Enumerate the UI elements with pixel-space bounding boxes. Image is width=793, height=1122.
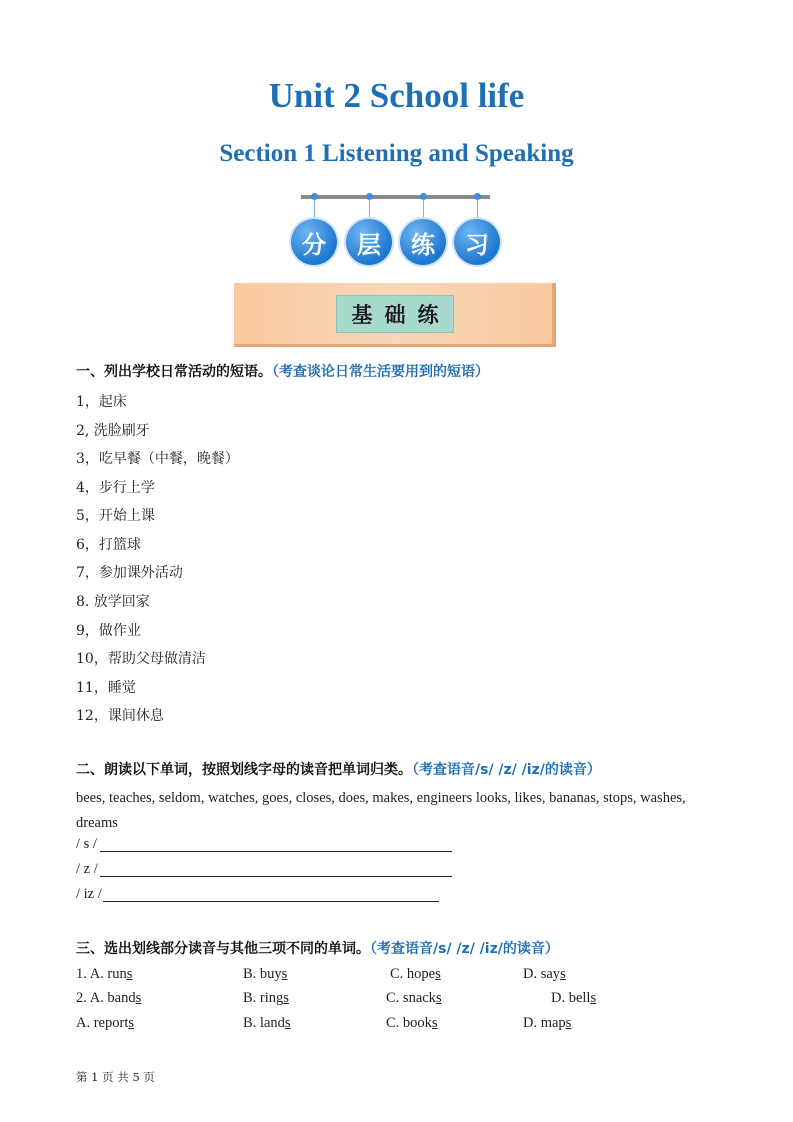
option-2d[interactable]: [551, 990, 596, 1007]
section-2-note: （考查语音/s/ /z/ /iz/的读音）: [412, 762, 601, 778]
list-item: 6，打篮球: [76, 537, 141, 553]
option-3b[interactable]: [243, 1015, 291, 1032]
list-item: 11，睡觉: [76, 680, 136, 696]
underlined-letter: s: [590, 990, 597, 1006]
underlined-letter: s: [565, 1015, 572, 1031]
section-3-title: 三、选出划线部分读音与其他三项不同的单词。: [76, 941, 370, 957]
answer-line[interactable]: [100, 851, 452, 852]
blank-row-iz: [76, 886, 102, 903]
word-list: bees, teaches, seldom, watches, goes, closes, does, makes, engineers looks, likes, bananas, stops, washes, dreams: [76, 790, 686, 831]
option-1b[interactable]: [243, 966, 287, 983]
blank-row-z: [76, 861, 98, 878]
blank-row-s: [76, 836, 97, 853]
answer-line[interactable]: [100, 876, 452, 877]
section-3-note: （考查语音/s/ /z/ /iz/的读音）: [370, 941, 559, 957]
badge-string: [423, 199, 424, 219]
option-text: B. ring: [243, 990, 284, 1006]
option-text: C. book: [386, 1015, 432, 1031]
list-item: 8. 放学回家: [76, 594, 150, 610]
underlined-letter: s: [126, 966, 133, 982]
page-title: Unit 2 School life: [268, 76, 525, 115]
section-1-heading: [76, 361, 489, 381]
page-subtitle: Section 1 Listening and Speaking: [219, 140, 574, 167]
underlined-letter: s: [284, 1015, 291, 1031]
list-item: 5，开始上课: [76, 508, 155, 524]
section-2-title: 二、朗读以下单词，按照划线字母的读音把单词归类。: [76, 762, 412, 778]
option-2a[interactable]: [76, 990, 141, 1007]
badge-string: [477, 199, 478, 219]
answer-line[interactable]: [103, 901, 439, 902]
blank-label: / z /: [76, 861, 98, 877]
underlined-letter: s: [435, 990, 442, 1006]
option-2c[interactable]: [386, 990, 442, 1007]
option-text: B. land: [243, 1015, 285, 1031]
badge-bubble-2: 层: [346, 219, 392, 265]
blank-label: / s /: [76, 836, 97, 852]
banner-label: 基础练: [336, 295, 454, 333]
option-3c[interactable]: [386, 1015, 438, 1032]
option-text: 1. A. run: [76, 966, 127, 982]
list-item: 12，课间休息: [76, 708, 164, 724]
option-3a[interactable]: [76, 1015, 134, 1032]
underlined-letter: s: [283, 990, 289, 1006]
underlined-letter: s: [128, 1015, 134, 1031]
underlined-letter: s: [435, 966, 441, 982]
list-item: 1，起床: [76, 394, 127, 410]
option-text: D. map: [523, 1015, 566, 1031]
option-text: D. say: [523, 966, 561, 982]
option-3d[interactable]: [523, 1015, 571, 1032]
badge-string: [369, 199, 370, 219]
list-item: 9，做作业: [76, 623, 141, 639]
section-3-heading: [76, 938, 559, 958]
badge-bubble-4: 习: [454, 219, 500, 265]
badge-bubble-1: 分: [291, 219, 337, 265]
option-1d[interactable]: [523, 966, 566, 983]
badge-rail: [301, 195, 490, 199]
option-1c[interactable]: [390, 966, 441, 983]
blank-label: / iz /: [76, 886, 102, 902]
list-item: 2, 洗脸刷牙: [76, 423, 150, 439]
list-item: 7，参加课外活动: [76, 565, 183, 581]
section-1-note: （考查谈论日常生活要用到的短语）: [272, 364, 489, 380]
option-1a[interactable]: [76, 966, 132, 983]
list-item: 4，步行上学: [76, 480, 155, 496]
underlined-letter: s: [135, 990, 142, 1006]
option-text: D. bell: [551, 990, 591, 1006]
option-text: C. snack: [386, 990, 436, 1006]
badge-string: [314, 199, 315, 219]
underlined-letter: s: [560, 966, 566, 982]
page-footer: 第 1 页 共 5 页: [76, 1070, 155, 1084]
option-2b[interactable]: [243, 990, 289, 1007]
option-text: 2. A. band: [76, 990, 136, 1006]
underlined-letter: s: [281, 966, 288, 982]
list-item: 3，吃早餐（中餐，晚餐）: [76, 451, 239, 467]
section-2-heading: [76, 759, 601, 779]
list-item: 10，帮助父母做清洁: [76, 651, 206, 667]
underlined-letter: s: [431, 1015, 438, 1031]
option-text: A. report: [76, 1015, 129, 1031]
option-text: C. hope: [390, 966, 436, 982]
badge-bubble-3: 练: [400, 219, 446, 265]
option-text: B. buy: [243, 966, 282, 982]
section-1-title: 一、列出学校日常活动的短语。: [76, 364, 272, 380]
